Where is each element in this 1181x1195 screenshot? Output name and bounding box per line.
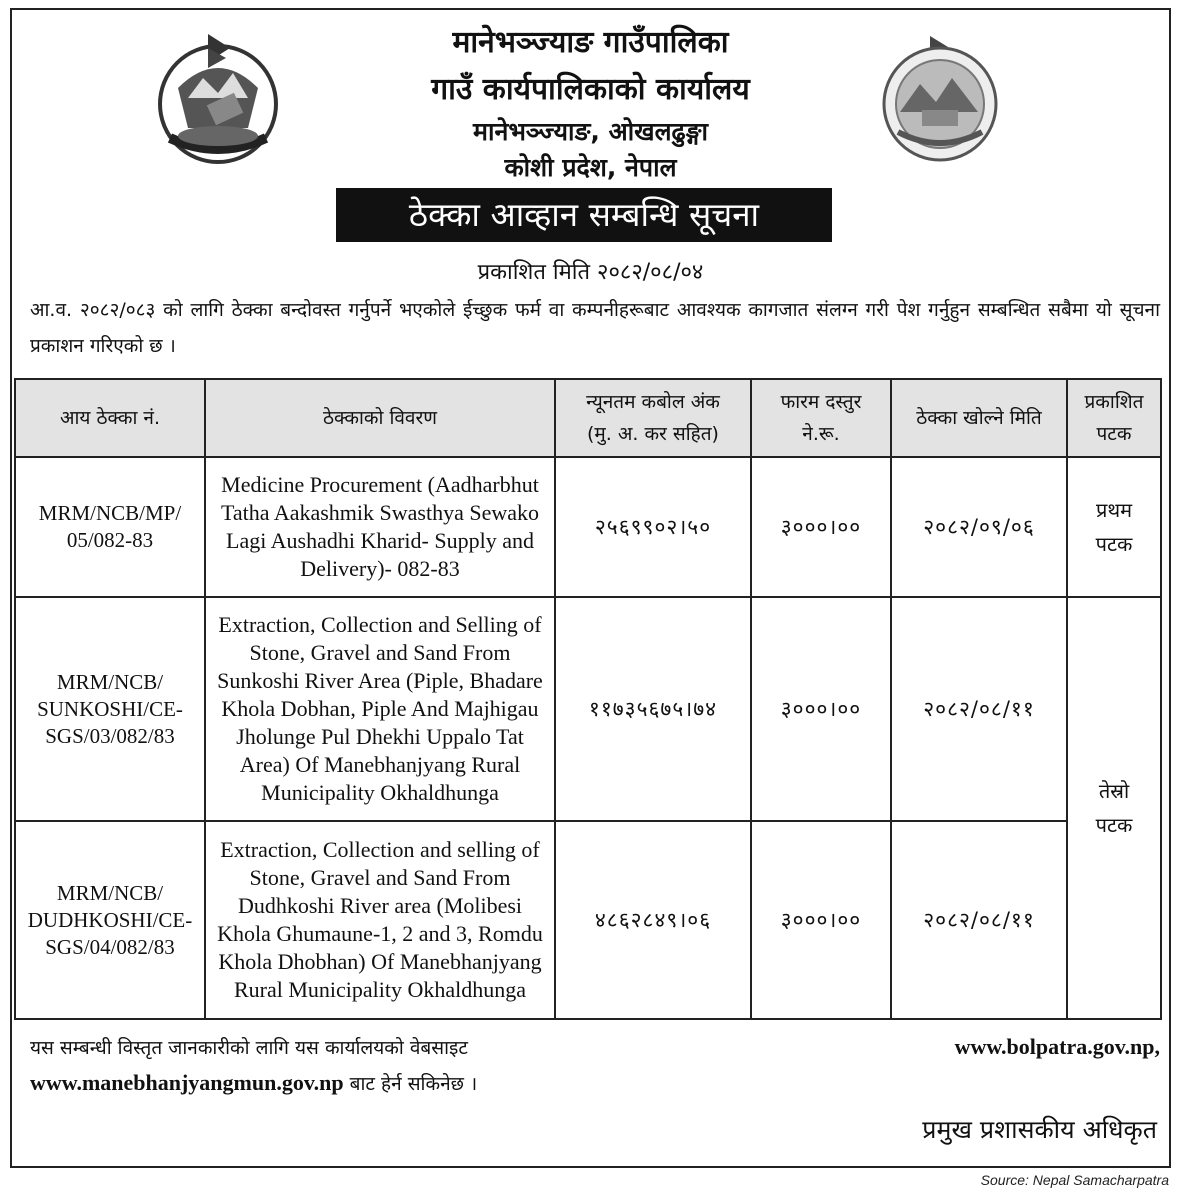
header-published-line1: प्रकाशित <box>1084 391 1144 413</box>
header-min-bid-line1: न्यूनतम कबोल अंक <box>586 391 720 413</box>
description-cell: Extraction, Collection and Selling of Stone, Gravel and Sand From Sunkoshi River Area (Piple, Bhadare Khola Dobhan, Piple And Majhigau Jholunge Pul Dhekhi Uppalo Tat Area) Of Manebhanjyang Rural Municipality Okhaldhunga <box>205 597 555 821</box>
header-description: ठेक्काको विवरण <box>205 379 555 457</box>
intro-paragraph: आ.व. २०८२/०८३ को लागि ठेक्का बन्दोवस्त गर्नुपर्ने भएकोले ईच्छुक फर्म वा कम्पनीहरूबाट आवश्यक कागजात संलग्न गरी पेश गर्नुहुन सम्बन्धित सबैमा यो सूचना प्रकाशन गरिएको छ । <box>30 299 1160 357</box>
signature-title: प्रमुख प्रशासकीय अधिकृत <box>922 1115 1157 1144</box>
table-row <box>15 457 1161 597</box>
header-contract-no: आय ठेक्का नं. <box>15 379 205 457</box>
header-form-fee-line2: ने.रू. <box>802 423 840 445</box>
footer-text-1: यस सम्बन्धी विस्तृत जानकारीको लागि यस कार्यालयको वेबसाइट <box>30 1037 468 1059</box>
header-form-fee <box>751 379 891 457</box>
opening-date-cell: २०८२/०८/११ <box>891 597 1067 821</box>
table-row <box>15 597 1161 821</box>
published-line1: प्रथम <box>1095 498 1133 522</box>
form-fee-cell: ३०००।०० <box>751 821 891 1019</box>
form-fee-cell: ३०००।०० <box>751 457 891 597</box>
min-bid-cell: ४८६२८४९।०६ <box>555 821 751 1019</box>
bolpatra-link[interactable]: www.bolpatra.gov.np, <box>954 1034 1160 1059</box>
published-line1: तेस्रो <box>1098 779 1130 803</box>
municipality-website-link[interactable]: www.manebhanjyangmun.gov.np <box>30 1070 344 1095</box>
contract-no-cell: MRM/NCB/ SUNKOSHI/CE- SGS/03/082/83 <box>15 597 205 821</box>
tender-table <box>14 378 1162 1020</box>
header-opening-date: ठेक्का खोल्ने मिति <box>891 379 1067 457</box>
notice-title: ठेक्का आव्हान सम्बन्धि सूचना <box>336 188 832 242</box>
published-cell <box>1067 457 1161 597</box>
contract-no-cell: MRM/NCB/ DUDHKOSHI/CE- SGS/04/082/83 <box>15 821 205 1019</box>
opening-date-cell: २०८२/०८/११ <box>891 821 1067 1019</box>
footer-line-2 <box>30 1070 1160 1096</box>
office-province: कोशी प्रदेश, नेपाल <box>504 153 677 182</box>
office-name: मानेभञ्ज्याङ गाउँपालिका <box>452 25 729 60</box>
source-credit: Source: Nepal Samacharpatra <box>980 1172 1169 1188</box>
header-min-bid <box>555 379 751 457</box>
office-address: मानेभञ्ज्याङ, ओखलढुङ्गा <box>473 117 708 146</box>
header-published <box>1067 379 1161 457</box>
description-cell: Medicine Procurement (Aadharbhut Tatha Aakashmik Swasthya Sewako Lagi Aushadhi Kharid- Supply and Delivery)- 082-83 <box>205 457 555 597</box>
table-header-row <box>15 379 1161 457</box>
footer-line-1 <box>30 1034 1160 1060</box>
office-subtitle: गाउँ कार्यपालिकाको कार्यालय <box>431 72 750 107</box>
footer-text-2: बाट हेर्न सकिनेछ । <box>349 1073 478 1095</box>
header-min-bid-line2: (मु. अ. कर सहित) <box>587 423 719 445</box>
min-bid-cell: २५६९९०२।५० <box>555 457 751 597</box>
published-date: प्रकाशित मिति २०८२/०८/०४ <box>477 260 704 285</box>
header-published-line2: पटक <box>1096 423 1132 445</box>
published-line2: पटक <box>1095 532 1133 556</box>
published-cell-shared <box>1067 597 1161 1019</box>
header-form-fee-line1: फारम दस्तुर <box>780 391 862 413</box>
published-line2: पटक <box>1095 813 1133 837</box>
opening-date-cell: २०८२/०९/०६ <box>891 457 1067 597</box>
contract-no-cell: MRM/NCB/MP/ 05/082-83 <box>15 457 205 597</box>
form-fee-cell: ३०००।०० <box>751 597 891 821</box>
table-row <box>15 821 1161 1019</box>
min-bid-cell: ११७३५६७५।७४ <box>555 597 751 821</box>
description-cell: Extraction, Collection and selling of Stone, Gravel and Sand From Dudhkoshi River area (Molibesi Khola Ghumaune-1, 2 and 3, Romdu Khola Dhobhan) Of Manebhanjyang Rural Municipality Okhaldhunga <box>205 821 555 1019</box>
